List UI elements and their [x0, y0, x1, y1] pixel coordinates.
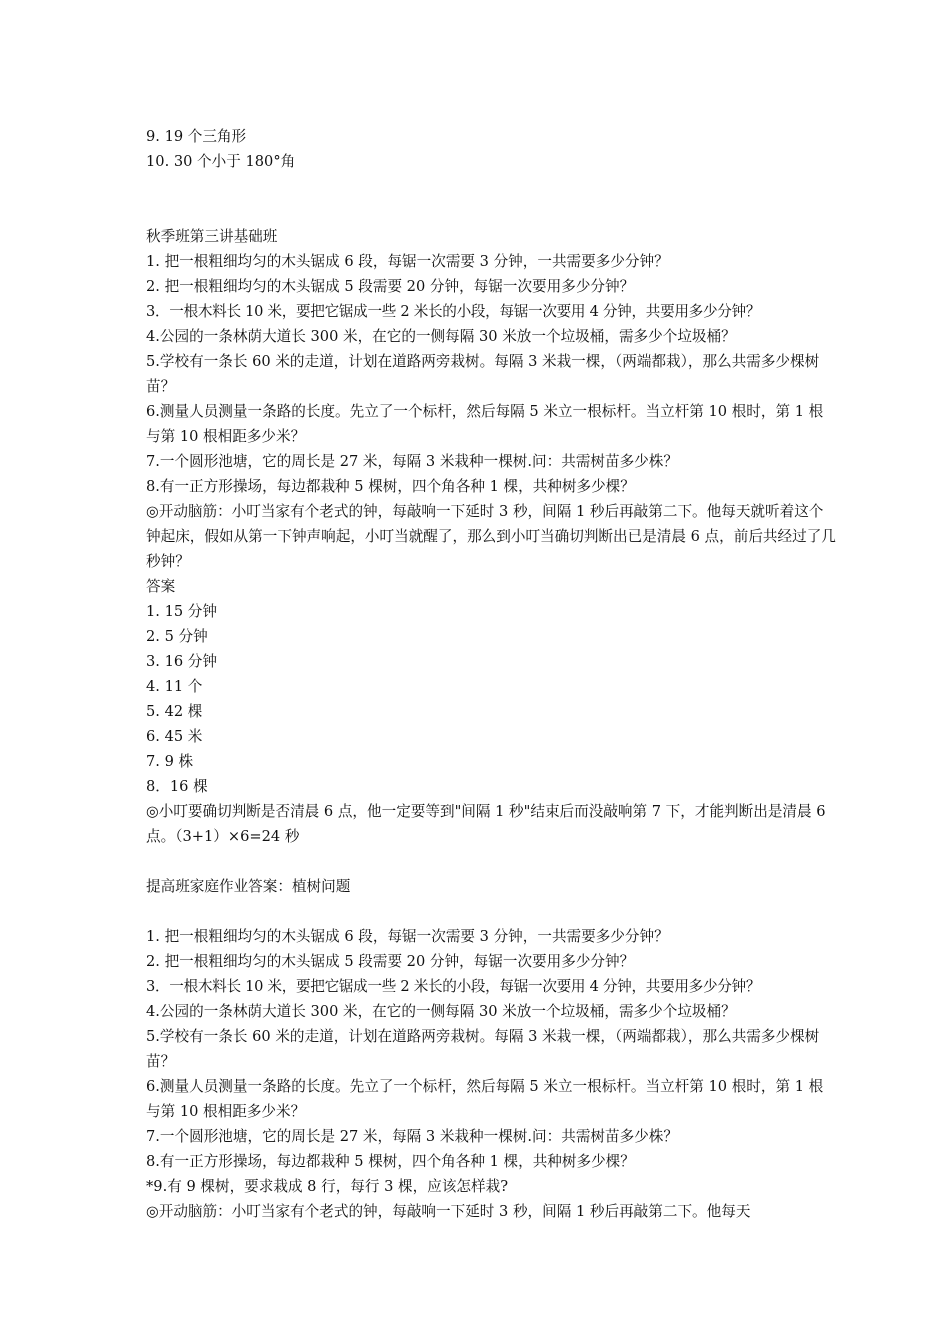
section1-title: 秋季班第三讲基础班 [146, 228, 278, 245]
section2-brain-teaser: ◎开动脑筋：小叮当家有个老式的钟，每敲响一下延时 3 秒，间隔 1 秒后再敲第二下。他每天 [146, 1203, 751, 1220]
section2-question-6: 6.测量人员测量一条路的长度。先立了一个标杆，然后每隔 5 米立一根标杆。当立杆第 10 根时，第 1 根与第 10 根相距多少米？ [146, 1078, 824, 1120]
section2-question-5: 5.学校有一条长 60 米的走道，计划在道路两旁栽树。每隔 3 米栽一棵，（两端都栽），那么共需多少棵树苗？ [146, 1028, 820, 1070]
section2-title: 提高班家庭作业答案：植树问题 [146, 878, 351, 895]
prev-answer-10: 10. 30 个小于 180°角 [146, 153, 296, 170]
answer-brain-teaser: ◎小叮要确切判断是否清晨 6 点，他一定要等到"间隔 1 秒"结束后而没敲响第 7 下，才能判断出是清晨 6 点。（3+1）×6=24 秒 [146, 803, 826, 845]
section2-question-8: 8.有一正方形操场，每边都栽种 5 棵树，四个角各种 1 棵，共种树多少棵？ [146, 1153, 635, 1170]
section1-question-1: 1. 把一根粗细均匀的木头锯成 6 段，每锯一次需要 3 分钟，一共需要多少分钟？ [146, 253, 669, 270]
answer-heading: 答案 [146, 578, 176, 595]
section2-question-1: 1. 把一根粗细均匀的木头锯成 6 段，每锯一次需要 3 分钟，一共需要多少分钟？ [146, 928, 669, 945]
prev-answer-9: 9. 19 个三角形 [146, 128, 247, 145]
section2-question-2: 2. 把一根粗细均匀的木头锯成 5 段需要 20 分钟，每锯一次要用多少分钟？ [146, 953, 635, 970]
answer-7: 7. 9 株 [146, 753, 194, 770]
answer-8: 8．16 棵 [146, 778, 208, 795]
document-content [146, 124, 836, 1224]
section2-question-9: *9.有 9 棵树，要求栽成 8 行，每行 3 棵，应该怎样栽? [146, 1178, 509, 1195]
section2-question-4: 4.公园的一条林荫大道长 300 米，在它的一侧每隔 30 米放一个垃圾桶，需多少个垃圾桶？ [146, 1003, 736, 1020]
section1-question-5: 5.学校有一条长 60 米的走道，计划在道路两旁栽树。每隔 3 米栽一棵，（两端都栽），那么共需多少棵树苗？ [146, 353, 820, 395]
section1-question-2: 2. 把一根粗细均匀的木头锯成 5 段需要 20 分钟，每锯一次要用多少分钟？ [146, 278, 635, 295]
section1-question-3: 3．一根木料长 10 米，要把它锯成一些 2 米长的小段，每锯一次要用 4 分钟，共要用多少分钟？ [146, 303, 761, 320]
section1-question-8: 8.有一正方形操场，每边都栽种 5 棵树，四个角各种 1 棵，共种树多少棵？ [146, 478, 635, 495]
answer-5: 5. 42 棵 [146, 703, 203, 720]
answer-4: 4. 11 个 [146, 678, 203, 695]
section1-question-6: 6.测量人员测量一条路的长度。先立了一个标杆，然后每隔 5 米立一根标杆。当立杆第 10 根时，第 1 根与第 10 根相距多少米？ [146, 403, 824, 445]
spacer [146, 899, 836, 924]
section1-question-4: 4.公园的一条林荫大道长 300 米，在它的一侧每隔 30 米放一个垃圾桶，需多少个垃圾桶？ [146, 328, 736, 345]
section2-question-3: 3．一根木料长 10 米，要把它锯成一些 2 米长的小段，每锯一次要用 4 分钟，共要用多少分钟？ [146, 978, 761, 995]
section1-brain-teaser: ◎开动脑筋：小叮当家有个老式的钟，每敲响一下延时 3 秒，间隔 1 秒后再敲第二下。他每天就听着这个钟起床，假如从第一下钟声响起，小叮当就醒了，那么到小叮当确切判断出已是清晨 6 点，前后共经过了几秒钟？ [146, 503, 836, 570]
answer-1: 1. 15 分钟 [146, 603, 217, 620]
spacer [146, 174, 836, 224]
section2-question-7: 7.一个圆形池塘，它的周长是 27 米，每隔 3 米栽种一棵树.问：共需树苗多少株？ [146, 1128, 678, 1145]
answer-3: 3. 16 分钟 [146, 653, 217, 670]
spacer [146, 849, 836, 874]
section1-question-7: 7.一个圆形池塘，它的周长是 27 米，每隔 3 米栽种一棵树.问：共需树苗多少株？ [146, 453, 678, 470]
answer-2: 2. 5 分钟 [146, 628, 208, 645]
answer-6: 6. 45 米 [146, 728, 203, 745]
